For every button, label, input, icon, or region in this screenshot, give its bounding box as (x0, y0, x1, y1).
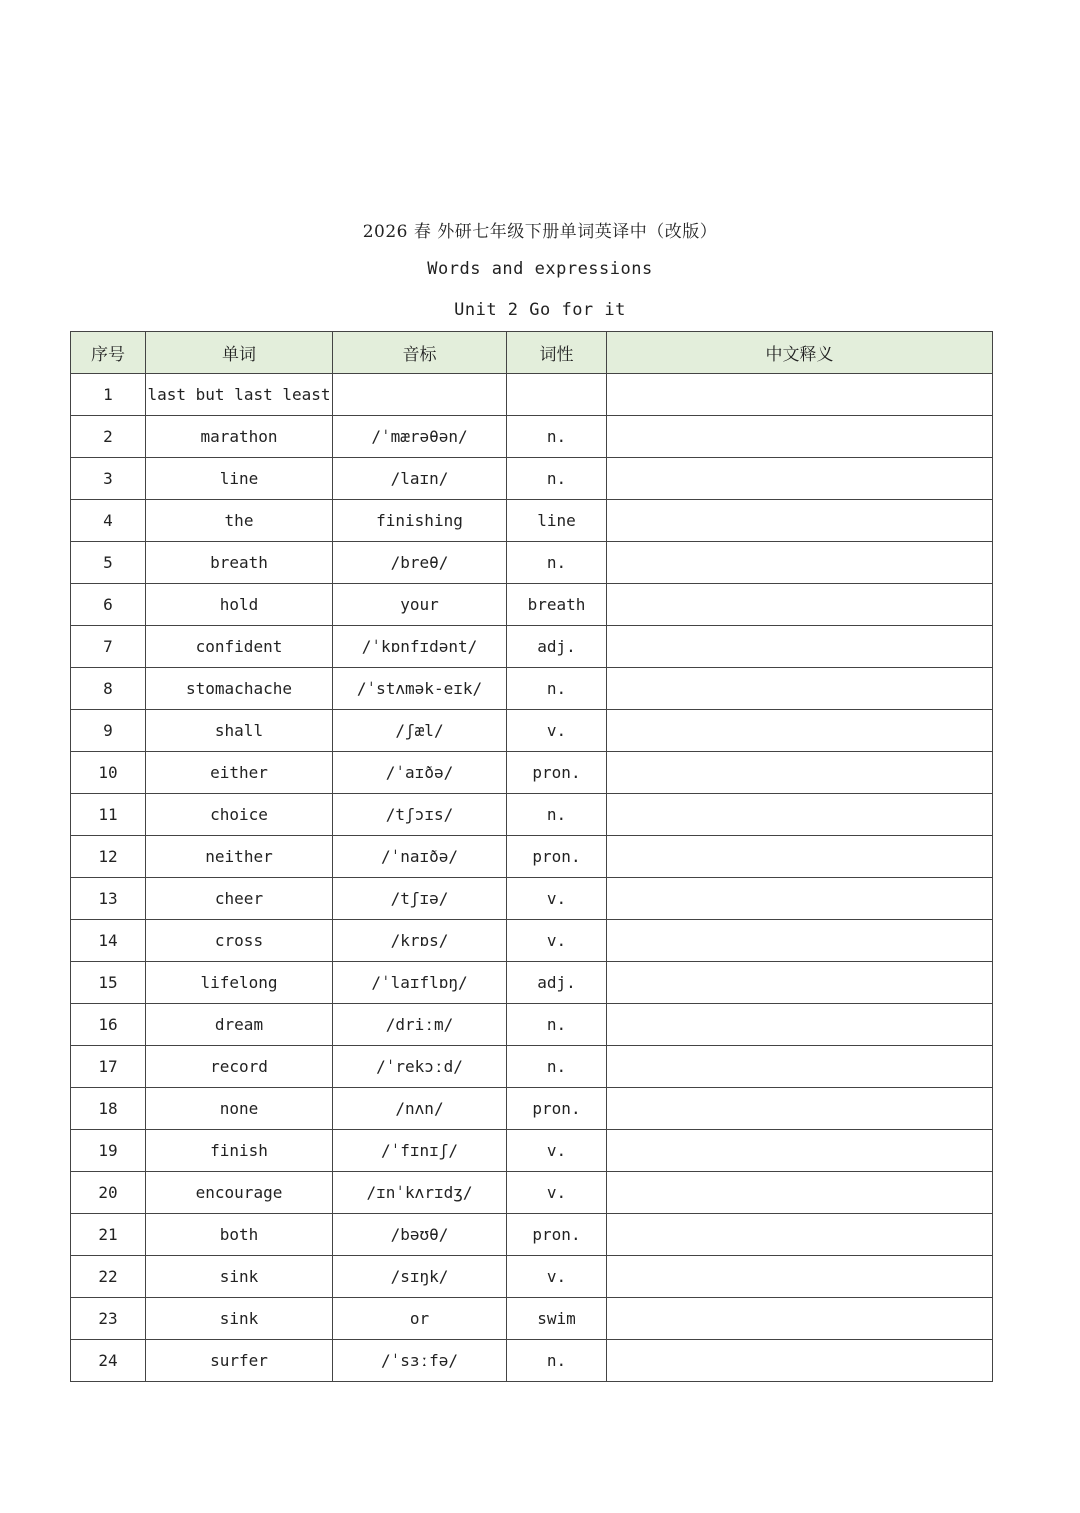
cell-chinese-meaning[interactable] (607, 836, 993, 878)
table-body (71, 374, 993, 1382)
cell-part-of-speech: v. (507, 1256, 607, 1298)
cell-word: both (146, 1214, 333, 1256)
cell-word: cross (146, 920, 333, 962)
table-row (71, 1130, 993, 1172)
cell-number: 11 (71, 794, 146, 836)
cell-phonetic: /driːm/ (333, 1004, 507, 1046)
cell-phonetic: /tʃɪə/ (333, 878, 507, 920)
table-row (71, 1046, 993, 1088)
cell-chinese-meaning[interactable] (607, 1298, 993, 1340)
table-row (71, 1298, 993, 1340)
cell-part-of-speech: pron. (507, 836, 607, 878)
cell-phonetic: /ˈnaɪðə/ (333, 836, 507, 878)
cell-word: surfer (146, 1340, 333, 1382)
table-row (71, 1172, 993, 1214)
table-row (71, 458, 993, 500)
cell-part-of-speech: n. (507, 458, 607, 500)
table-row (71, 920, 993, 962)
column-header-chinese-meaning: 中文释义 (607, 332, 993, 374)
cell-chinese-meaning[interactable] (607, 1340, 993, 1382)
cell-number: 12 (71, 836, 146, 878)
cell-chinese-meaning[interactable] (607, 584, 993, 626)
table-row (71, 626, 993, 668)
cell-chinese-meaning[interactable] (607, 626, 993, 668)
cell-part-of-speech: swim (507, 1298, 607, 1340)
table-row (71, 1214, 993, 1256)
cell-word: sink (146, 1256, 333, 1298)
cell-number: 10 (71, 752, 146, 794)
cell-word: marathon (146, 416, 333, 458)
cell-phonetic: /ˈsɜːfə/ (333, 1340, 507, 1382)
cell-part-of-speech: line (507, 500, 607, 542)
table-row (71, 542, 993, 584)
table-row (71, 794, 993, 836)
cell-word: finish (146, 1130, 333, 1172)
column-header-number: 序号 (71, 332, 146, 374)
cell-part-of-speech: n. (507, 416, 607, 458)
column-header-phonetic: 音标 (333, 332, 507, 374)
cell-part-of-speech: breath (507, 584, 607, 626)
cell-chinese-meaning[interactable] (607, 416, 993, 458)
cell-number: 23 (71, 1298, 146, 1340)
cell-phonetic: /laɪn/ (333, 458, 507, 500)
table-row (71, 752, 993, 794)
table-row (71, 836, 993, 878)
cell-chinese-meaning[interactable] (607, 374, 993, 416)
cell-part-of-speech: v. (507, 878, 607, 920)
cell-phonetic: /bəʊθ/ (333, 1214, 507, 1256)
cell-word: record (146, 1046, 333, 1088)
cell-word: last but last least (146, 374, 333, 416)
cell-phonetic: /ˈlaɪflɒŋ/ (333, 962, 507, 1004)
cell-number: 13 (71, 878, 146, 920)
table-row (71, 500, 993, 542)
cell-part-of-speech: pron. (507, 752, 607, 794)
cell-phonetic: /tʃɔɪs/ (333, 794, 507, 836)
cell-part-of-speech: pron. (507, 1088, 607, 1130)
cell-phonetic: your (333, 584, 507, 626)
cell-number: 21 (71, 1214, 146, 1256)
cell-chinese-meaning[interactable] (607, 794, 993, 836)
cell-phonetic (333, 374, 507, 416)
cell-chinese-meaning[interactable] (607, 710, 993, 752)
cell-number: 20 (71, 1172, 146, 1214)
cell-number: 19 (71, 1130, 146, 1172)
cell-chinese-meaning[interactable] (607, 878, 993, 920)
cell-number: 9 (71, 710, 146, 752)
cell-word: either (146, 752, 333, 794)
cell-number: 15 (71, 962, 146, 1004)
cell-number: 5 (71, 542, 146, 584)
cell-word: shall (146, 710, 333, 752)
cell-phonetic: /ʃæl/ (333, 710, 507, 752)
vocabulary-table (70, 331, 993, 1382)
cell-chinese-meaning[interactable] (607, 752, 993, 794)
cell-part-of-speech: v. (507, 920, 607, 962)
cell-phonetic: /breθ/ (333, 542, 507, 584)
cell-part-of-speech: v. (507, 1130, 607, 1172)
table-row (71, 584, 993, 626)
cell-chinese-meaning[interactable] (607, 458, 993, 500)
cell-number: 17 (71, 1046, 146, 1088)
cell-part-of-speech: n. (507, 668, 607, 710)
cell-chinese-meaning[interactable] (607, 668, 993, 710)
cell-word: confident (146, 626, 333, 668)
cell-number: 3 (71, 458, 146, 500)
cell-chinese-meaning[interactable] (607, 1004, 993, 1046)
cell-word: encourage (146, 1172, 333, 1214)
cell-phonetic: finishing (333, 500, 507, 542)
cell-chinese-meaning[interactable] (607, 1130, 993, 1172)
cell-chinese-meaning[interactable] (607, 962, 993, 1004)
cell-phonetic: /ˈrekɔːd/ (333, 1046, 507, 1088)
table-row (71, 416, 993, 458)
cell-part-of-speech: adj. (507, 626, 607, 668)
cell-phonetic: /ˈmærəθən/ (333, 416, 507, 458)
cell-part-of-speech: n. (507, 1046, 607, 1088)
table-header-row (71, 332, 993, 374)
table-row (71, 1004, 993, 1046)
cell-number: 8 (71, 668, 146, 710)
cell-chinese-meaning[interactable] (607, 1256, 993, 1298)
cell-word: none (146, 1088, 333, 1130)
cell-number: 6 (71, 584, 146, 626)
cell-phonetic: or (333, 1298, 507, 1340)
table-row (71, 668, 993, 710)
table-row (71, 878, 993, 920)
cell-word: line (146, 458, 333, 500)
cell-word: neither (146, 836, 333, 878)
cell-part-of-speech (507, 374, 607, 416)
column-header-part-of-speech: 词性 (507, 332, 607, 374)
page-title: 2026 春 外研七年级下册单词英译中（改版） (362, 222, 718, 242)
cell-part-of-speech: n. (507, 1340, 607, 1382)
cell-number: 24 (71, 1340, 146, 1382)
page-subtitle: Words and expressions (427, 259, 653, 279)
cell-word: lifelong (146, 962, 333, 1004)
cell-word: stomachache (146, 668, 333, 710)
cell-number: 1 (71, 374, 146, 416)
table-row (71, 710, 993, 752)
cell-number: 4 (71, 500, 146, 542)
cell-word: dream (146, 1004, 333, 1046)
cell-phonetic: /ˈkɒnfɪdənt/ (333, 626, 507, 668)
unit-title: Unit 2 Go for it (454, 300, 626, 320)
cell-word: cheer (146, 878, 333, 920)
cell-word: sink (146, 1298, 333, 1340)
cell-phonetic: /sɪŋk/ (333, 1256, 507, 1298)
cell-chinese-meaning[interactable] (607, 920, 993, 962)
cell-part-of-speech: n. (507, 1004, 607, 1046)
cell-part-of-speech: n. (507, 542, 607, 584)
cell-phonetic: /nʌn/ (333, 1088, 507, 1130)
table-row (71, 1340, 993, 1382)
cell-number: 16 (71, 1004, 146, 1046)
cell-chinese-meaning[interactable] (607, 1088, 993, 1130)
cell-phonetic: /ˈfɪnɪʃ/ (333, 1130, 507, 1172)
table-row (71, 1256, 993, 1298)
cell-phonetic: /ˈstʌmək-eɪk/ (333, 668, 507, 710)
cell-number: 14 (71, 920, 146, 962)
cell-word: breath (146, 542, 333, 584)
cell-chinese-meaning[interactable] (607, 1172, 993, 1214)
cell-part-of-speech: v. (507, 1172, 607, 1214)
cell-part-of-speech: v. (507, 710, 607, 752)
table-row (71, 1088, 993, 1130)
cell-number: 18 (71, 1088, 146, 1130)
cell-number: 7 (71, 626, 146, 668)
table-row (71, 374, 993, 416)
cell-phonetic: /ˈaɪðə/ (333, 752, 507, 794)
cell-phonetic: /ɪnˈkʌrɪdʒ/ (333, 1172, 507, 1214)
table-row (71, 962, 993, 1004)
cell-chinese-meaning[interactable] (607, 542, 993, 584)
cell-word: choice (146, 794, 333, 836)
cell-chinese-meaning[interactable] (607, 500, 993, 542)
cell-number: 2 (71, 416, 146, 458)
cell-number: 22 (71, 1256, 146, 1298)
cell-phonetic: /krɒs/ (333, 920, 507, 962)
cell-word: hold (146, 584, 333, 626)
cell-chinese-meaning[interactable] (607, 1214, 993, 1256)
cell-part-of-speech: n. (507, 794, 607, 836)
cell-part-of-speech: pron. (507, 1214, 607, 1256)
cell-word: the (146, 500, 333, 542)
column-header-word: 单词 (146, 332, 333, 374)
cell-part-of-speech: adj. (507, 962, 607, 1004)
cell-chinese-meaning[interactable] (607, 1046, 993, 1088)
